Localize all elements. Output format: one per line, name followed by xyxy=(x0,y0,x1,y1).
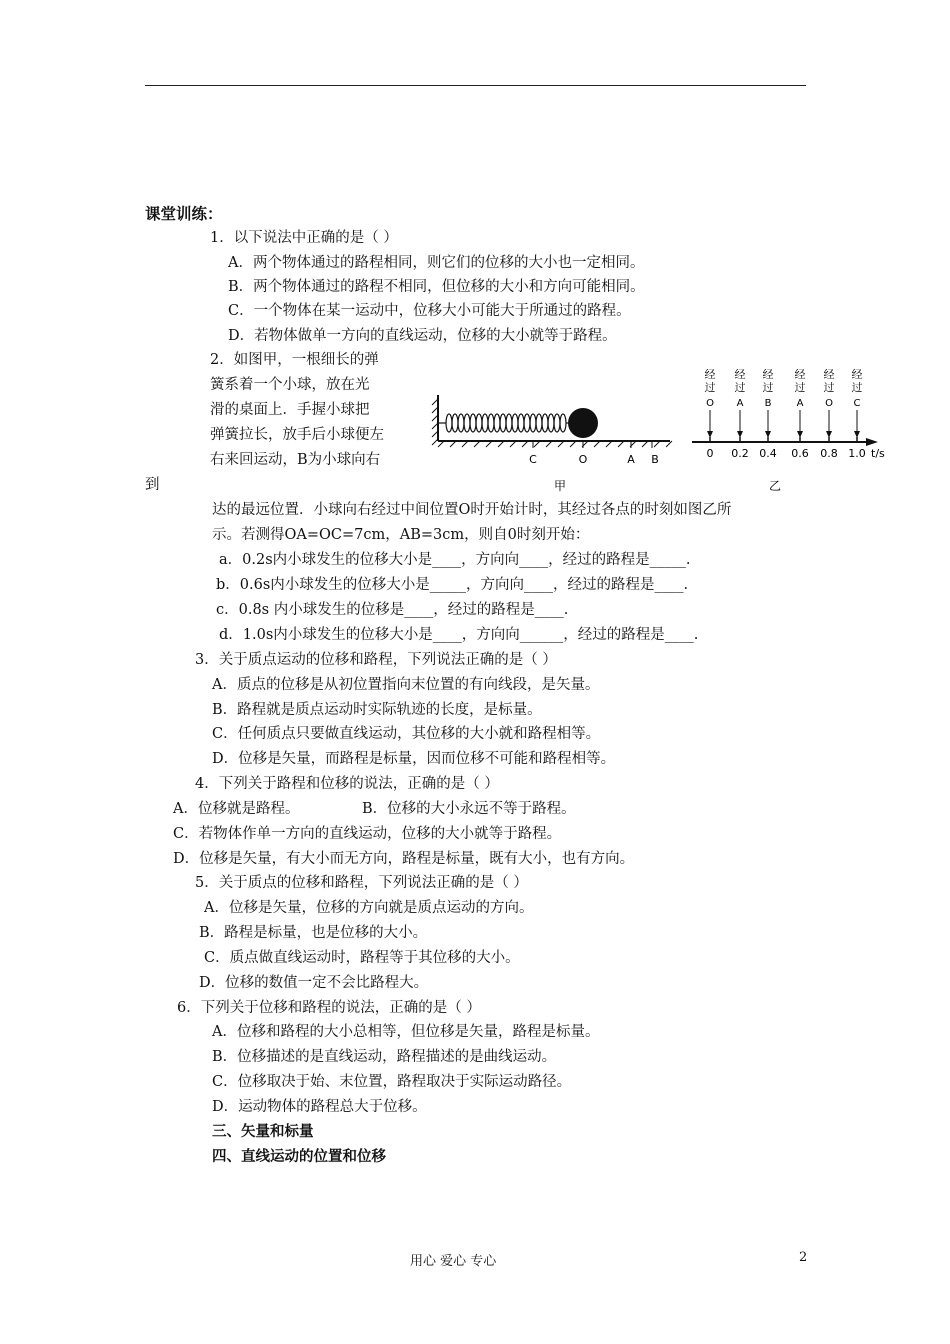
yi-arrowhead-1 xyxy=(737,431,743,438)
figure-yi xyxy=(690,365,900,495)
yi-point-3: A xyxy=(796,398,804,409)
yi-arrowhead-4 xyxy=(826,431,832,438)
q6-option-b: B．位移描述的是直线运动，路程描述的是曲线运动。 xyxy=(212,1049,557,1065)
label-b: B xyxy=(651,453,659,466)
yi-arrowhead-3 xyxy=(797,431,803,438)
q6-stem: 6．下列关于位移和路程的说法，正确的是（ ） xyxy=(177,1000,481,1016)
yi-tick-label-4: 0.8 xyxy=(820,447,838,460)
ball xyxy=(568,408,598,438)
yi-tick-label-2: 0.4 xyxy=(759,447,777,460)
yi-guo-4: 过 xyxy=(823,381,835,394)
yi-guo-3: 过 xyxy=(794,381,806,394)
label-c: C xyxy=(529,453,537,466)
q6-option-d: D．运动物体的路程总大于位移。 xyxy=(212,1099,427,1115)
yi-jing-0: 经 xyxy=(704,368,716,381)
yi-tick-label-3: 0.6 xyxy=(791,447,809,460)
yi-guo-1: 过 xyxy=(734,381,746,394)
yi-arrowhead-0 xyxy=(707,431,713,438)
q5-option-c: C．质点做直线运动时，路程等于其位移的大小。 xyxy=(204,950,520,966)
q4-option-b: B．位移的大小永远不等于路程。 xyxy=(362,801,576,817)
q2-stem-dao: 到 xyxy=(145,477,160,493)
section-title: 课堂训练： xyxy=(145,205,223,223)
footer-motto: 用心 爱心 专心 xyxy=(410,1254,497,1269)
q5-stem: 5．关于质点的位移和路程，下列说法正确的是（ ） xyxy=(195,875,528,891)
q3-stem: 3．关于质点运动的位移和路程，下列说法正确的是（ ） xyxy=(195,652,557,668)
figure-jia xyxy=(430,385,680,495)
yi-point-5: C xyxy=(853,398,861,409)
q2-sub-b: b．0.6s内小球发生的位移大小是_____，方向向____，经过的路程是____. xyxy=(216,577,689,593)
q2-stem-cont-1: 达的最远位置．小球向右经过中间位置O时开始计时，其经过各点的时刻如图乙所 xyxy=(212,502,732,518)
q5-option-a: A．位移是矢量，位移的方向就是质点运动的方向。 xyxy=(204,900,534,916)
yi-arrowhead-2 xyxy=(765,431,771,438)
q4-stem: 4．下列关于路程和位移的说法，正确的是（ ） xyxy=(195,776,499,792)
yi-jing-4: 经 xyxy=(823,368,835,381)
header-rule xyxy=(145,85,806,86)
q4-option-d: D．位移是矢量，有大小而无方向，路程是标量，既有大小，也有方向。 xyxy=(173,851,635,867)
q2-stem-line-5: 右来回运动，B为小球向右 xyxy=(210,452,381,468)
q3-option-d: D．位移是矢量，而路程是标量，因而位移不可能和路程相等。 xyxy=(212,751,616,767)
yi-tick-label-1: 0.2 xyxy=(731,447,749,460)
yi-guo-0: 过 xyxy=(704,381,716,394)
q2-stem-line-3: 滑的桌面上．手握小球把 xyxy=(210,402,370,418)
q2-stem-line-4: 弹簧拉长，放手后小球便左 xyxy=(210,427,384,443)
yi-guo-5: 过 xyxy=(851,381,863,394)
axis-unit: t/s xyxy=(871,447,885,460)
label-a: A xyxy=(627,453,635,466)
q5-option-b: B．路程是标量，也是位移的大小。 xyxy=(199,925,428,941)
yi-arrowhead-5 xyxy=(854,431,860,438)
spring xyxy=(438,414,570,432)
yi-jing-3: 经 xyxy=(794,368,806,381)
q2-sub-d: d．1.0s内小球发生的位移大小是____，方向向______，经过的路程是____. xyxy=(219,627,699,643)
q1-option-c: C．一个物体在某一运动中，位移大小可能大于所通过的路程。 xyxy=(228,303,631,319)
yi-jing-1: 经 xyxy=(734,368,746,381)
q3-option-a: A．质点的位移是从初位置指向末位置的有向线段，是矢量。 xyxy=(212,677,600,693)
yi-jing-2: 经 xyxy=(762,368,774,381)
caption-yi: 乙 xyxy=(768,479,782,493)
q5-option-d: D．位移的数值一定不会比路程大。 xyxy=(199,975,429,991)
label-o: O xyxy=(578,453,588,466)
yi-jing-5: 经 xyxy=(851,368,863,381)
yi-point-2: B xyxy=(764,398,772,409)
page-number: 2 xyxy=(799,1250,808,1265)
heading-vector-scalar: 三、矢量和标量 xyxy=(212,1123,314,1140)
yi-point-1: A xyxy=(736,398,744,409)
q2-stem-line-2: 簧系着一个小球，放在光 xyxy=(210,377,370,393)
q1-stem: 1．以下说法中正确的是（ ） xyxy=(210,230,398,246)
q3-option-b: B．路程就是质点运动时实际轨迹的长度，是标量。 xyxy=(212,702,542,718)
yi-guo-2: 过 xyxy=(762,381,774,394)
q1-option-b: B．两个物体通过的路程不相同，但位移的大小和方向可能相同。 xyxy=(228,279,645,295)
yi-point-0: O xyxy=(706,398,714,409)
q1-option-d: D．若物体做单一方向的直线运动，位移的大小就等于路程。 xyxy=(228,328,617,344)
q4-option-c: C．若物体作单一方向的直线运动，位移的大小就等于路程。 xyxy=(173,826,562,842)
q2-sub-a: a．0.2s内小球发生的位移大小是____，方向向____，经过的路程是_____. xyxy=(219,552,691,568)
q2-stem-line-1: 2．如图甲，一根细长的弹 xyxy=(210,352,379,368)
q4-option-a: A．位移就是路程。 xyxy=(173,801,300,817)
q2-stem-cont-2: 示。若测得OA=OC=7cm，AB=3cm，则自0时刻开始： xyxy=(212,527,590,543)
yi-tick-label-5: 1.0 xyxy=(848,447,866,460)
heading-position-displacement: 四、直线运动的位置和位移 xyxy=(212,1148,386,1165)
q1-option-a: A．两个物体通过的路程相同，则它们的位移的大小也一定相同。 xyxy=(228,255,645,271)
q6-option-c: C．位移取决于始、末位置，路程取决于实际运动路径。 xyxy=(212,1074,572,1090)
q6-option-a: A．位移和路程的大小总相等，但位移是矢量，路程是标量。 xyxy=(212,1024,600,1040)
caption-jia: 甲 xyxy=(553,479,567,493)
q3-option-c: C．任何质点只要做直线运动，其位移的大小就和路程相等。 xyxy=(212,726,601,742)
q2-sub-c: c．0.8s 内小球发生的位移是____，经过的路程是____. xyxy=(216,602,569,618)
yi-tick-label-0: 0 xyxy=(706,447,714,460)
yi-point-4: O xyxy=(825,398,833,409)
